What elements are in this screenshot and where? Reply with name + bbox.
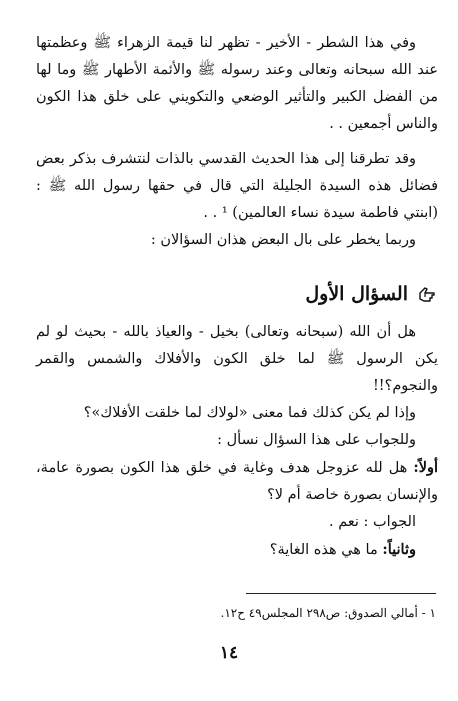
heading-text: السؤال الأول: [305, 283, 408, 305]
paragraph-3: وربما يخطر على بال البعض هذان السؤالان :: [150, 232, 416, 248]
body-section-2: [36, 146, 438, 254]
paragraph-5: وإذا لم يكن كذلك فما معنى «لولاك لما خلقت الأفلاك»؟: [83, 405, 416, 421]
paragraph-8: وثانياً: ما هي هذه الغاية؟: [269, 541, 416, 558]
page-number: ١٤: [219, 643, 239, 663]
paragraph-2: وقد تطرقنا إلى هذا الحديث القدسي بالذات لنتشرف بذكر بعض فضائل هذه السيدة الجليلة التي قال في حقها رسول الله ﷺ : (ابنتي فاطمة سيدة نساء العالمين) ¹ . .: [36, 151, 438, 221]
second-label: وثانياً:: [382, 541, 416, 558]
answer-line: الجواب : نعم .: [329, 514, 416, 530]
paragraph-1: وفي هذا الشطر - الأخير - تظهر لنا قيمة الزهراء ﷺ وعظمتها عند الله سبحانه وتعالى وعند رسوله ﷺ والأئمة الأطهار ﷺ وما لها من الفضل الكبير والتأثير الوضعي والتكويني على خلق هذا الكون والناس أجمعين . .: [36, 35, 439, 132]
footnote-divider: [246, 593, 436, 594]
footnote: ١ - أمالي الصدوق: ص٢٩٨ المجلس٤٩ ح١٢.: [220, 606, 436, 620]
body-section-1: [36, 30, 438, 138]
pointing-hand-icon: [416, 284, 436, 304]
section-heading: [305, 283, 436, 305]
paragraph-7: أولاً: هل لله عزوجل هدف وغاية في خلق هذا الكون بصورة عامة، والإنسان بصورة خاصة أم لا؟: [36, 459, 438, 503]
first-label: أولاً:: [413, 459, 438, 476]
paragraph-6: وللجواب على هذا السؤال نسأل :: [217, 432, 416, 448]
paragraph-4: هل أن الله (سبحانه وتعالى) بخيل - والعياذ بالله - بحيث لو لم يكن الرسول ﷺ لما خلق الكون والأفلاك والشمس والقمر والنجوم؟!!: [36, 324, 439, 394]
body-section-3: [36, 319, 438, 564]
